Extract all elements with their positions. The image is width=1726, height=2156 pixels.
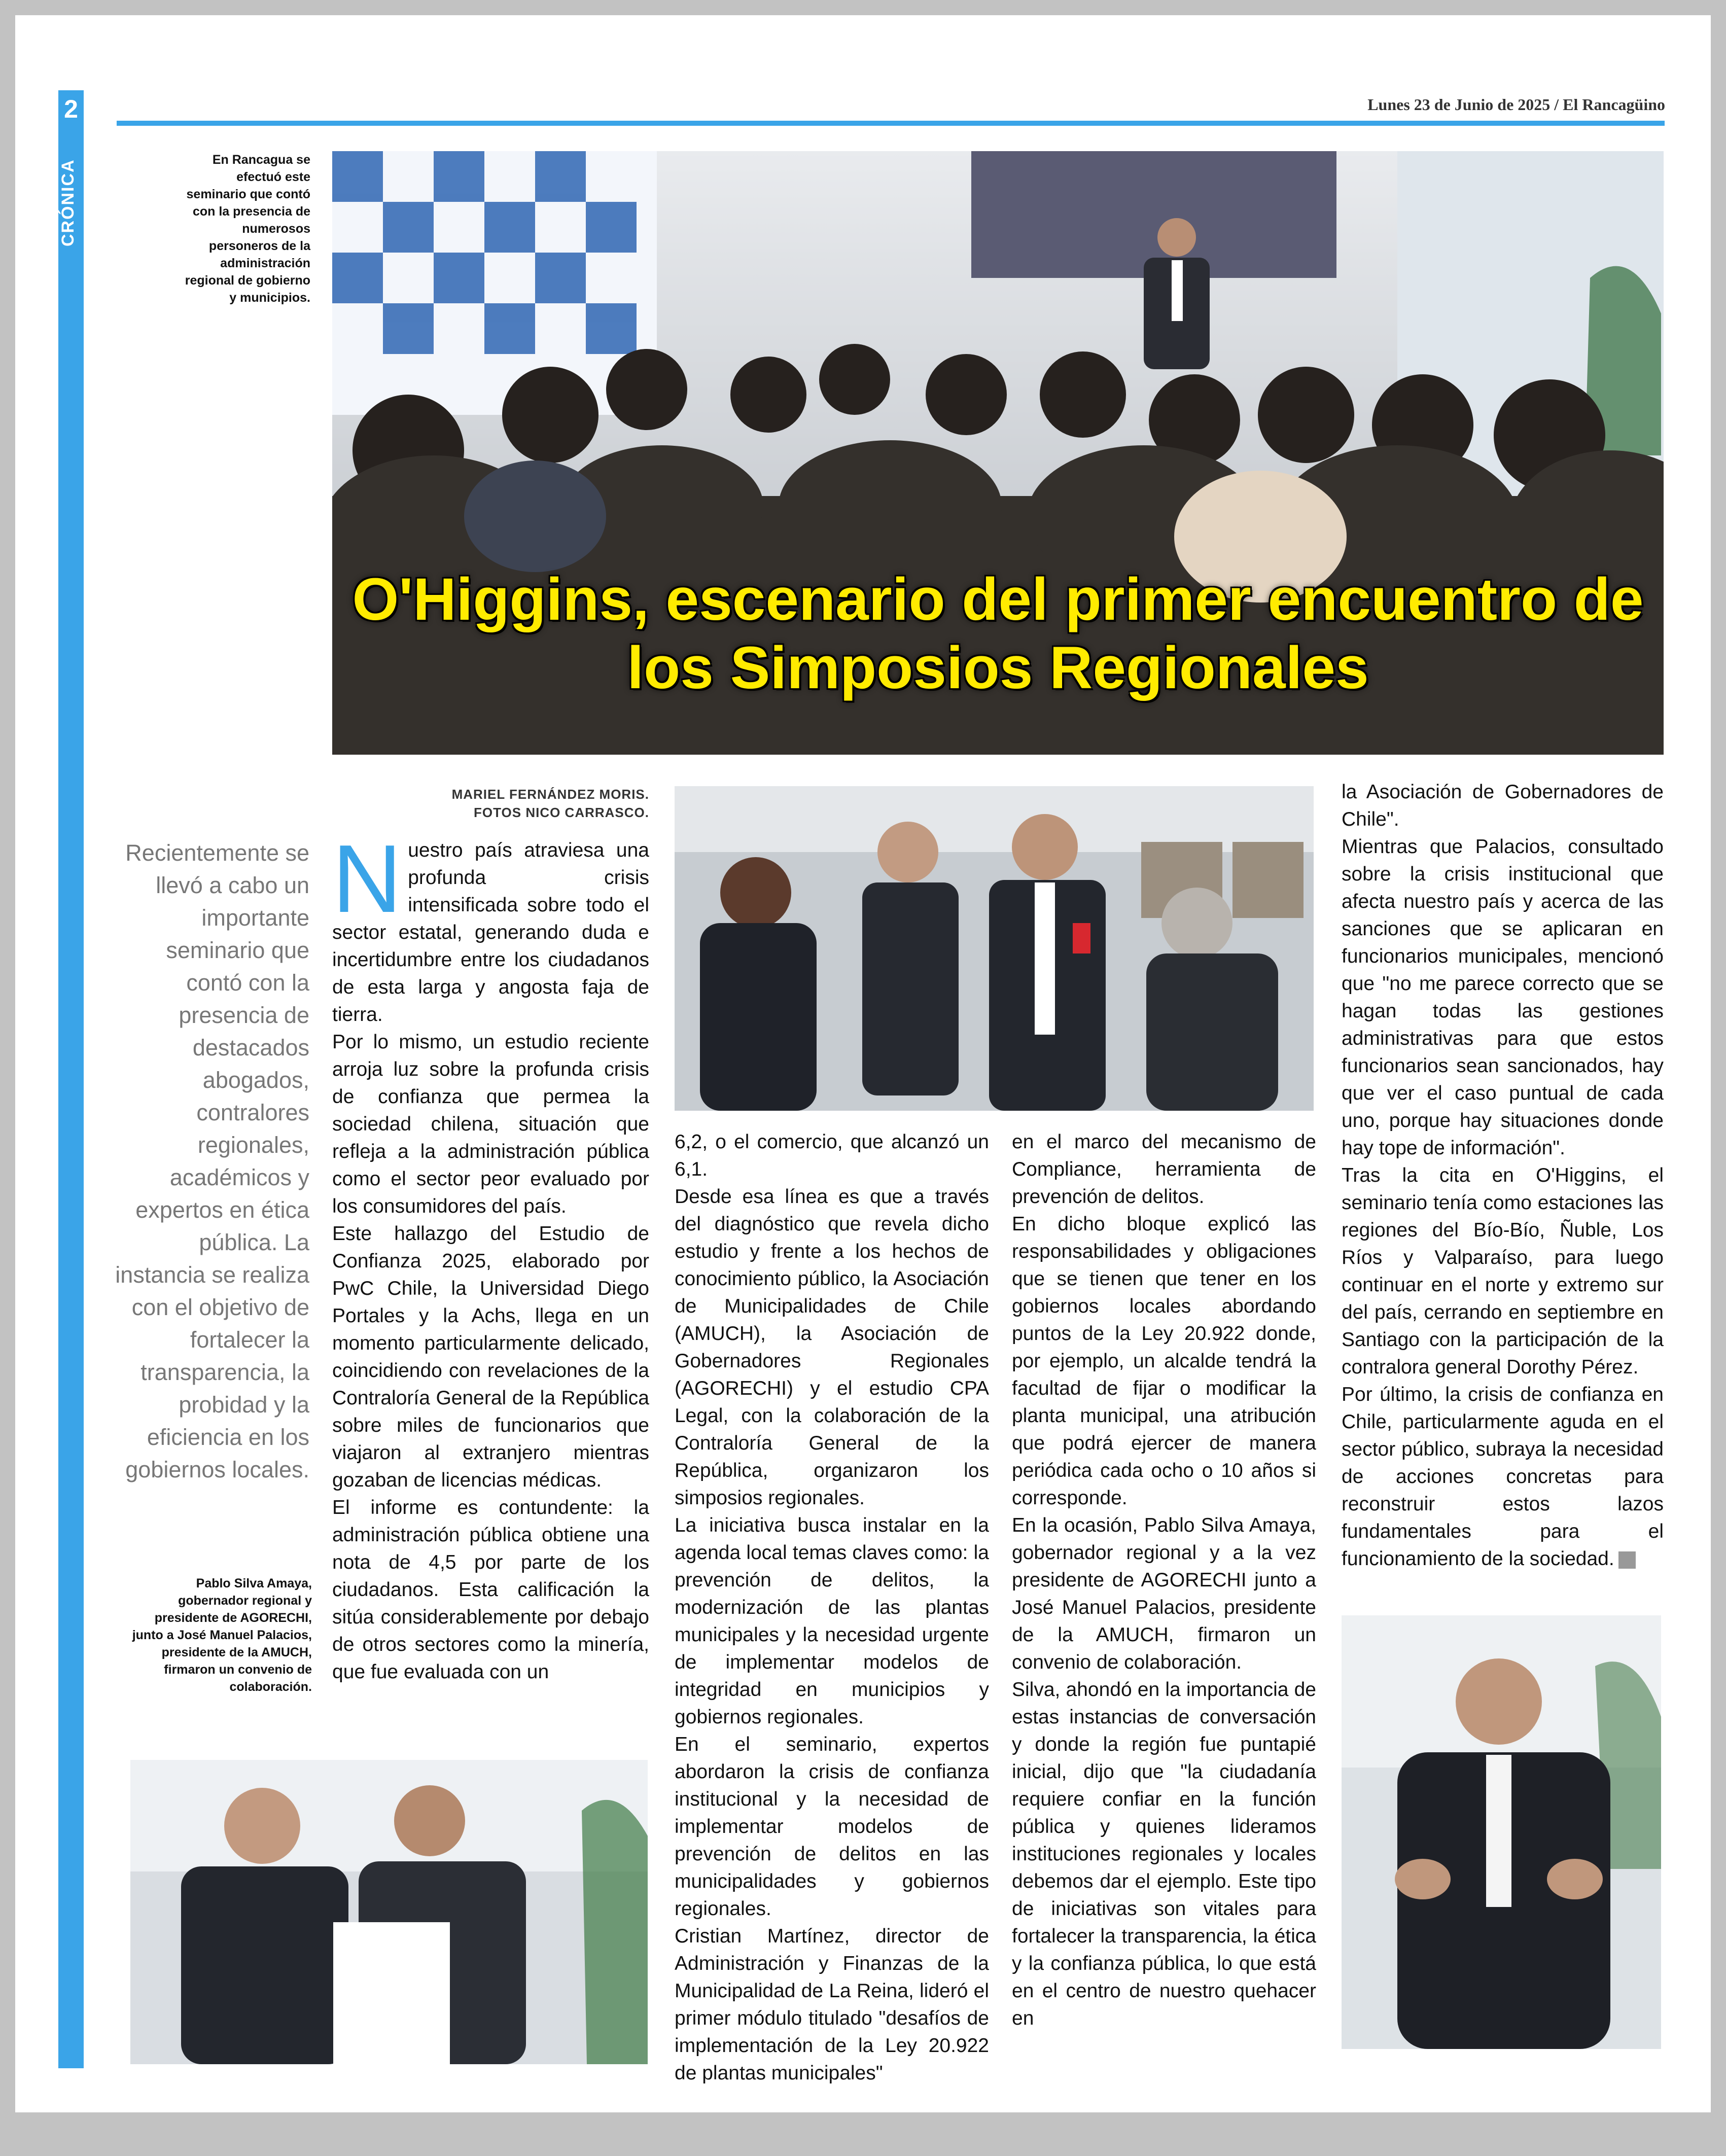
- paragraph: Cristian Martínez, director de Administración y Finanzas de la Municipalidad de La Reina, lideró el primer módulo titulado "desafíos de implementación de la Ley 20.922 de plantas municipales": [675, 1925, 989, 2084]
- interview-photo: [675, 786, 1314, 1111]
- paragraph: En la ocasión, Pablo Silva Amaya, gobernador regional y a la vez presidente de AGORECHI junto a José Manuel Palacios, presidente de la AMUCH, firmaron un convenio de colaboración.: [1012, 1514, 1316, 1673]
- byline-photos: FOTOS NICO CARRASCO.: [474, 805, 649, 820]
- paragraph: Desde esa línea es que a través del diagnóstico que revela dicho estudio y frente a los hechos de conocimiento público, la Asociación de Municipalidades de Chile (AMUCH), la Asociación de Gobernadores Regionales (AGORECHI) y el estudio CPA Legal, con la colaboración de la Contraloría General de la República, organizaron los simposios regionales.: [675, 1186, 989, 1509]
- paragraph: En el seminario, expertos abordaron la crisis de confianza institucional y la necesidad de implementar modelos de prevención de delitos en las municipalidades y gobiernos regionales.: [675, 1734, 989, 1920]
- header-date: Lunes 23 de Junio de 2025 / El Rancagüino: [1367, 95, 1665, 114]
- article-column-1: [332, 825, 649, 1686]
- header-rule: [117, 121, 1665, 126]
- article-column-4: [1342, 779, 1664, 1573]
- paragraph: la Asociación de Gobernadores de Chile".: [1342, 781, 1664, 830]
- speaker-photo: [1342, 1615, 1661, 2049]
- paragraph: Tras la cita en O'Higgins, el seminario tenía como estaciones las regiones del Bío-Bío, Ñuble, Los Ríos y Valparaíso, para luego continuar en el norte y extremo sur del país, cerrando en septiembre en Santiago con la participación de la contralora general Dorothy Pérez.: [1342, 1164, 1664, 1378]
- paragraph: En dicho bloque explicó las responsabilidades y obligaciones que se tienen que tener en los gobiernos locales abordando puntos de la Ley 20.922 donde, por ejemplo, un alcalde tendrá la facultad de fijar o modificar la planta municipal, una atribución que podrá ejercer de manera periódica cada ocho o 10 años si corresponde.: [1012, 1213, 1316, 1509]
- paragraph: Nuestro país atraviesa una profunda crisis intensificada sobre todo el sector estatal, generando duda e incertidumbre entre los ciudadanos de esta larga y angosta faja de tierra.: [332, 825, 649, 1026]
- signing-photo: [130, 1760, 648, 2064]
- page-number: 2: [64, 95, 78, 123]
- paragraph: Silva, ahondó en la importancia de estas instancias de conversación y donde la región fue puntapié inicial, dijo que "la ciudadanía requiere confiar en la función pública y quienes lideramos instituciones regionales y locales debemos dar el ejemplo. Este tipo de iniciativas son vitales para fortalecer la transparencia, la ética y la confianza pública, lo que está en el centro de nuestro quehacer en: [1012, 1679, 1316, 2029]
- paragraph: 6,2, o el comercio, que alcanzó un 6,1.: [675, 1131, 989, 1180]
- main-photo-caption: En Rancagua se efectuó este seminario que contó con la presencia de numerosos personeros de la administración regional de gobierno y municipios.: [185, 153, 310, 305]
- section-sidebar: [58, 90, 84, 2068]
- section-label: CRÓNICA: [58, 159, 78, 247]
- article-column-3: [1012, 1128, 1316, 2032]
- paragraph: en el marco del mecanismo de Compliance, herramienta de prevención de delitos.: [1012, 1131, 1316, 1208]
- signing-photo-caption: Pablo Silva Amaya, gobernador regional y presidente de AGORECHI, junto a José Manuel Palacios, presidente de la AMUCH, firmaron un convenio de colaboración.: [132, 1576, 312, 1694]
- paragraph: El informe es contundente: la administración pública obtiene una nota de 4,5 por parte de los ciudadanos. Esta calificación la sitúa considerablemente por debajo de otros sectores como la minería, que fue evaluada con un: [332, 1497, 649, 1683]
- paragraph: Por lo mismo, un estudio reciente arroja luz sobre la profunda crisis de confianza que permea la sociedad chilena, situación que refleja a la administración pública como el sector peor evaluado por los consumidores del país.: [332, 1031, 649, 1217]
- end-mark-icon: [1618, 1551, 1636, 1569]
- paragraph: Este hallazgo del Estudio de Confianza 2025, elaborado por PwC Chile, la Universidad Diego Portales y la Achs, llega en un momento particularmente delicado, coincidiendo con revelaciones de la Contraloría General de la República sobre miles de funcionarios que viajaron al extranjero mientras gozaban de licencias médicas.: [332, 1223, 649, 1491]
- paragraph: Por último, la crisis de confianza en Chile, particularmente aguda en el sector público, subraya la necesidad de acciones concretas para reconstruir estos lazos fundamentales para el funcionamiento de la sociedad.: [1342, 1384, 1664, 1570]
- byline-author: MARIEL FERNÁNDEZ MORIS.: [451, 787, 649, 802]
- article-column-2: [675, 1128, 989, 2087]
- headline: O'Higgins, escenario del primer encuentro de los Simposios Regionales: [352, 566, 1644, 701]
- drop-cap: N: [332, 825, 402, 933]
- lede: Recientemente se llevó a cabo un importante seminario que contó con la presencia de destacados abogados, contralores regionales, académicos y expertos en ética pública. La instancia se realiza con el objetivo de fortalecer la transparencia, la probidad y la eficiencia en los gobiernos locales.: [115, 840, 309, 1482]
- byline: [446, 785, 649, 822]
- paragraph: La iniciativa busca instalar en la agenda local temas claves como: la prevención de delitos, la modernización de las plantas municipales y la necesidad urgente de implementar modelos de integridad en municipios y gobiernos regionales.: [675, 1514, 989, 1728]
- paragraph: Mientras que Palacios, consultado sobre la crisis institucional que afecta nuestro país y acerca de las sanciones que se aplicaran en funcionarios municipales, mencionó que "no me parece correcto que se hagan todas las gestiones administrativas para que estos funcionarios sean sancionados, hay que ver el caso puntual de cada uno, porque hay situaciones donde hay tope de información".: [1342, 836, 1664, 1159]
